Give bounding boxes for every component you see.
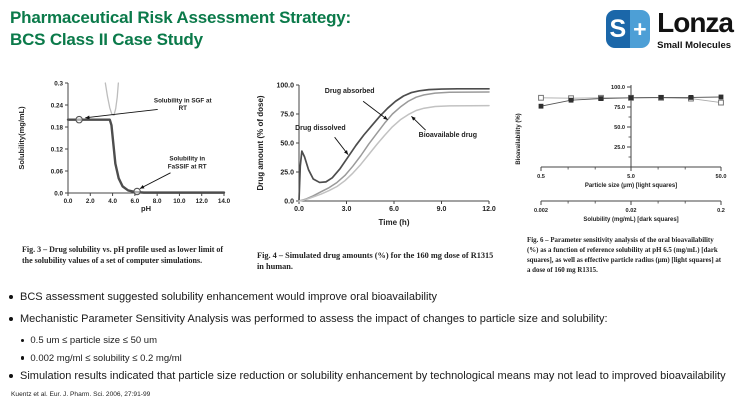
header — [0, 0, 743, 51]
svg-text:pH: pH — [141, 203, 151, 213]
fig3-caption: Fig. 3 – Drug solubility vs. pH profile used as lower limit of the solubility values of a set of computer simulations. — [22, 244, 224, 265]
citation: Kuentz et al. Eur. J. Pharm. Sci. 2006, 27:91-99 — [11, 391, 151, 399]
svg-text:25.0: 25.0 — [614, 144, 625, 151]
svg-text:0.0: 0.0 — [63, 197, 73, 205]
bullet-text: BCS assessment suggested solubility enhancement would improve oral bioavailability — [20, 290, 437, 303]
svg-text:8.0: 8.0 — [152, 197, 162, 205]
svg-text:6.0: 6.0 — [130, 197, 140, 205]
svg-text:2.0: 2.0 — [85, 197, 95, 205]
svg-text:50.0: 50.0 — [715, 173, 727, 180]
svg-text:0.3: 0.3 — [54, 79, 63, 87]
fig6-chart — [511, 75, 735, 227]
fig3-chart — [8, 75, 243, 227]
svg-text:0.02: 0.02 — [625, 207, 637, 214]
svg-text:Bioavailability (%): Bioavailability (%) — [516, 112, 522, 165]
svg-text:Time (h): Time (h) — [378, 217, 410, 227]
svg-text:0.18: 0.18 — [50, 123, 63, 131]
svg-text:0.5: 0.5 — [537, 173, 545, 180]
logo-text — [657, 7, 733, 51]
figure-fig4 — [251, 75, 503, 276]
sub-bullet-item — [21, 334, 733, 347]
svg-text:3.0: 3.0 — [341, 205, 352, 213]
bullet-item — [9, 290, 733, 305]
svg-text:50.0: 50.0 — [280, 139, 294, 147]
bullet-item — [9, 369, 733, 384]
svg-text:100.0: 100.0 — [276, 81, 294, 89]
svg-text:10.0: 10.0 — [173, 197, 186, 205]
svg-text:100.0: 100.0 — [611, 84, 625, 91]
svg-text:0.002: 0.002 — [534, 207, 548, 214]
svg-text:Particle size (μm) [light squa: Particle size (μm) [light squares] — [584, 182, 678, 189]
bullet-text: Mechanistic Parameter Sensitivity Analysis was performed to assess the impact of changes to particle size and solubility: — [20, 312, 608, 325]
svg-text:25.0: 25.0 — [280, 168, 294, 176]
svg-text:12.0: 12.0 — [195, 197, 208, 205]
logo-plus-glyph: + — [630, 10, 650, 48]
title-line1: Pharmaceutical Risk Assessment Strategy: — [10, 8, 351, 27]
fig4-chart — [251, 75, 503, 237]
svg-text:12.0: 12.0 — [482, 205, 496, 213]
figure-fig6 — [511, 75, 735, 276]
lonza-tagline: Small Molecules — [657, 39, 732, 51]
bullet-icon — [9, 317, 13, 321]
logo-s-glyph: S — [606, 10, 630, 48]
svg-text:14.0: 14.0 — [217, 197, 231, 205]
figure-fig3 — [8, 75, 243, 276]
bullet-icon — [9, 295, 13, 299]
svg-text:75.0: 75.0 — [280, 110, 294, 118]
svg-text:0.0: 0.0 — [284, 197, 294, 205]
svg-text:0.06: 0.06 — [50, 167, 63, 175]
s-plus-logo-icon — [606, 10, 650, 48]
bullet-text: Simulation results indicated that particle size reduction or solubility enhancement by technological means may not lead to improved bioavailability — [20, 369, 726, 382]
svg-text:4.0: 4.0 — [108, 197, 117, 205]
page-title — [10, 7, 351, 51]
svg-text:75.0: 75.0 — [614, 104, 625, 111]
svg-text:Solubility in: Solubility in — [169, 155, 206, 163]
svg-text:9.0: 9.0 — [436, 205, 447, 213]
svg-text:5.0: 5.0 — [627, 173, 635, 180]
fig6-caption: Fig. 6 – Parameter sensitivity analysis of the oral bioavailability (%) as a function of reference solubility at pH 6.5 (mg/mL) [dark squares], as well as effective particle radius (μm) [light squares] at a dose of 160 mg R1315. — [527, 236, 722, 274]
lonza-logo — [606, 7, 733, 51]
bullet-list — [9, 290, 733, 385]
svg-text:Bioavailable drug: Bioavailable drug — [418, 131, 478, 139]
figures-row — [0, 75, 743, 276]
svg-text:0.24: 0.24 — [50, 101, 63, 109]
svg-text:6.0: 6.0 — [389, 205, 399, 213]
svg-text:0.2: 0.2 — [717, 207, 725, 214]
bullet-text: 0.002 mg/ml ≤ solubility ≤ 0.2 mg/ml — [30, 352, 182, 364]
title-line2: BCS Class II Case Study — [10, 29, 203, 49]
sub-bullet-item — [21, 352, 733, 365]
bullet-text: 0.5 um ≤ particle size ≤ 50 um — [30, 335, 157, 347]
svg-text:RT: RT — [178, 104, 187, 112]
fig4-caption: Fig. 4 – Simulated drug amounts (%) for the 160 mg dose of R1315 in human. — [257, 250, 494, 272]
svg-text:0.0: 0.0 — [54, 189, 63, 197]
svg-text:FaSSIF at RT: FaSSIF at RT — [167, 162, 207, 170]
svg-text:Solubility in SGF at: Solubility in SGF at — [153, 97, 212, 105]
svg-text:0.12: 0.12 — [50, 145, 63, 153]
svg-text:Solubility(mg/mL): Solubility(mg/mL) — [17, 105, 26, 170]
bullet-item — [9, 312, 733, 327]
svg-text:50.0: 50.0 — [614, 124, 625, 131]
bullet-icon — [21, 356, 24, 359]
lonza-wordmark: Lonza — [657, 7, 733, 38]
svg-text:Drug absorbed: Drug absorbed — [324, 87, 375, 95]
bullet-icon — [21, 339, 24, 342]
svg-text:Solubility (mg/mL) [dark squar: Solubility (mg/mL) [dark squares] — [583, 216, 679, 223]
svg-text:Drug dissolved: Drug dissolved — [295, 124, 346, 132]
svg-text:Drug amount (% of dose): Drug amount (% of dose) — [256, 95, 265, 191]
bullet-icon — [9, 374, 13, 378]
svg-text:0.0: 0.0 — [294, 205, 304, 213]
